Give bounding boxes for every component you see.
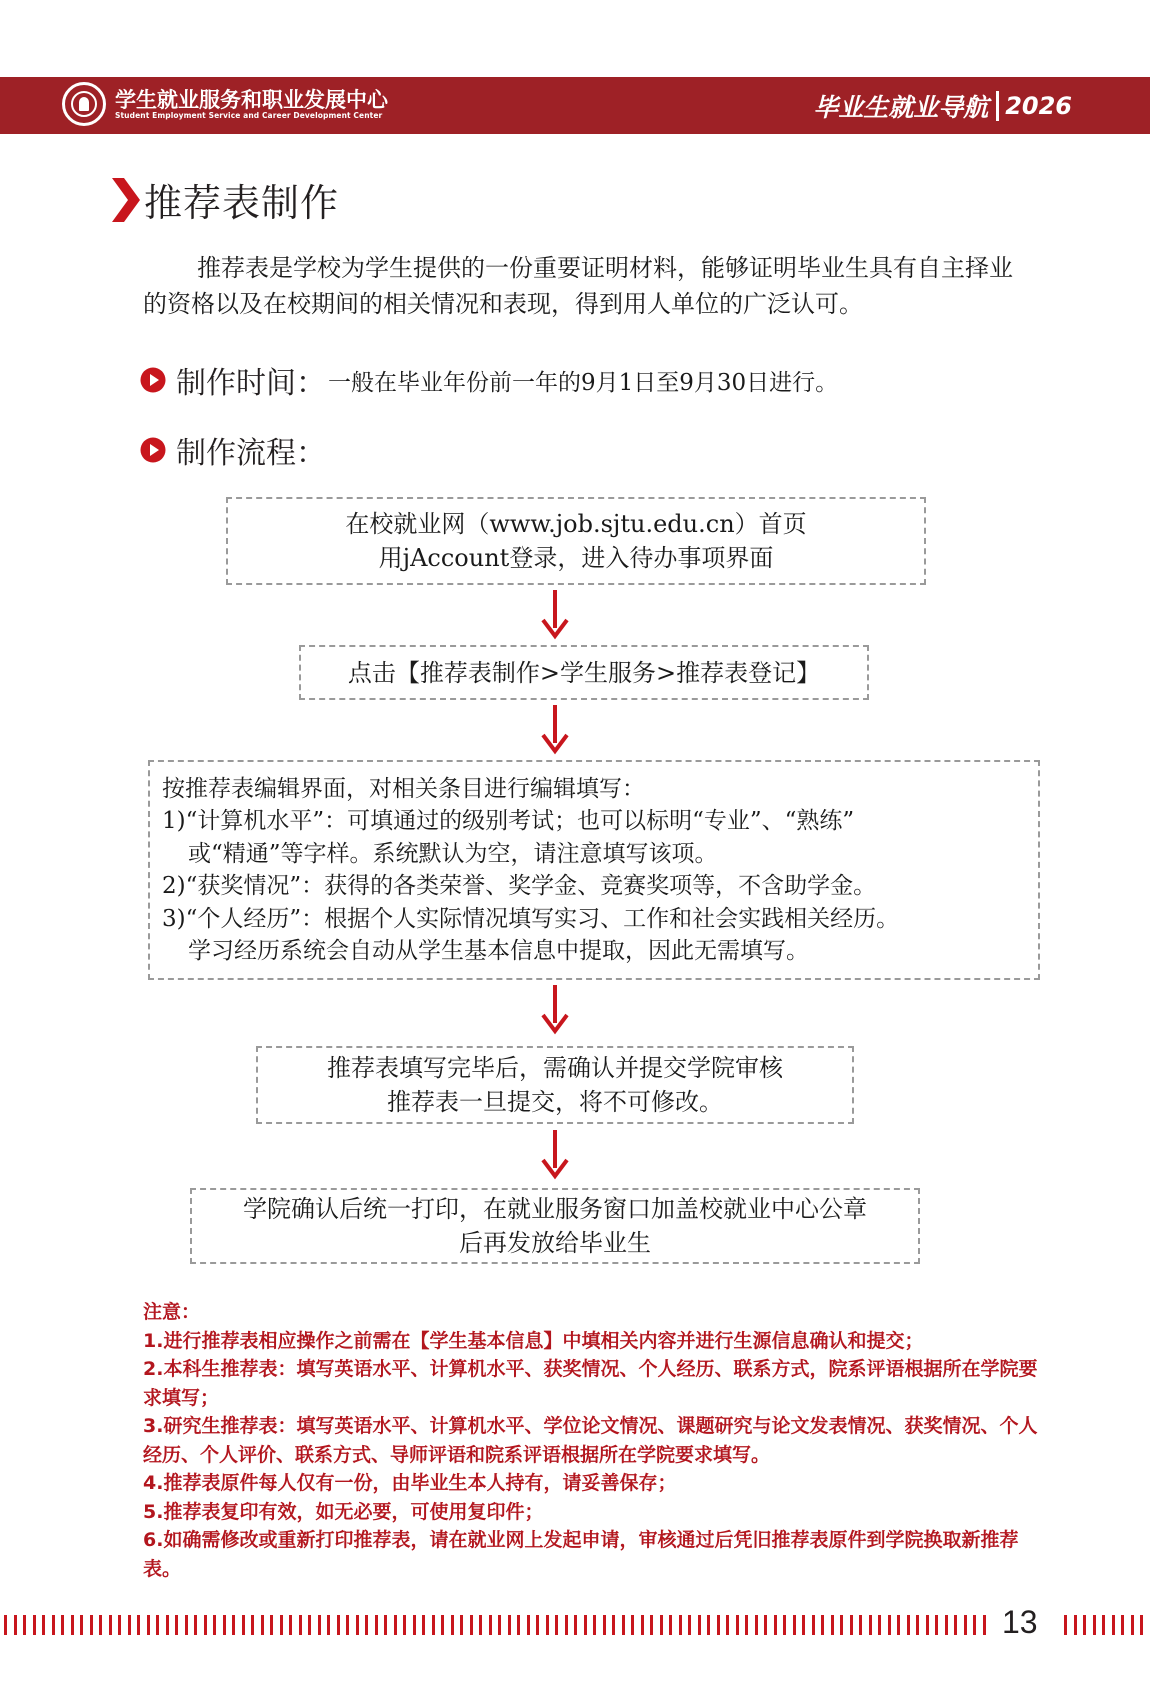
- footer-tick: [926, 1615, 929, 1635]
- footer-tick: [555, 1615, 558, 1635]
- footer-tick: [71, 1615, 74, 1635]
- footer-tick: [346, 1615, 349, 1635]
- page-number: 13: [1002, 1604, 1038, 1640]
- footer-tick: [660, 1615, 663, 1635]
- footer-tick: [736, 1615, 739, 1635]
- down-arrow-icon: [540, 1130, 570, 1182]
- footer-tick: [1093, 1615, 1096, 1635]
- footer-tick: [508, 1615, 511, 1635]
- footer-tick: [840, 1615, 843, 1635]
- footer-tick: [546, 1615, 549, 1635]
- flow-step-line: 学院确认后统一打印，在就业服务窗口加盖校就业中心公章: [243, 1195, 867, 1223]
- flow-step-line: 推荐表一旦提交，将不可修改。: [387, 1088, 723, 1116]
- chevron-right-icon: [108, 176, 142, 224]
- footer-tick: [261, 1615, 264, 1635]
- footer-tick: [783, 1615, 786, 1635]
- guide-title-text: 毕业生就业导航: [813, 93, 989, 122]
- footer-tick: [1064, 1615, 1067, 1635]
- footer-tick: [1121, 1615, 1124, 1635]
- footer-tick: [280, 1615, 283, 1635]
- footer-tick: [4, 1615, 7, 1635]
- intro-paragraph: 推荐表是学校为学生提供的一份重要证明材料，能够证明毕业生具有自主择业的资格以及在校期间的相关情况和表现，得到用人单位的广泛认可。: [143, 254, 1013, 318]
- footer-tick: [698, 1615, 701, 1635]
- footer-tick: [831, 1615, 834, 1635]
- production-time-label: 制作时间：: [176, 366, 326, 401]
- flow-step-line: 在校就业网（www.job.sjtu.edu.cn）首页: [345, 510, 807, 538]
- footer-tick: [1083, 1615, 1086, 1635]
- footer-tick: [802, 1615, 805, 1635]
- guide-year: 2026: [1005, 92, 1072, 120]
- production-flow-label: 制作流程：: [176, 436, 326, 471]
- flow-step-line: 按推荐表编辑界面，对相关条目进行编辑填写：: [162, 775, 645, 802]
- notes-section: [143, 1298, 1053, 1583]
- note-item: 3.研究生推荐表：填写英语水平、计算机水平、学位论文情况、课题研究与论文发表情况、获奖情况、个人经历、个人评价、联系方式、导师评语和院系评语根据所在学院要求填写。: [143, 1415, 1038, 1466]
- title-separator: [996, 91, 999, 121]
- footer-tick-bar-right: [1064, 1615, 1150, 1635]
- note-item: 5.推荐表复印有效，如无必要，可使用复印件；: [143, 1500, 544, 1523]
- flow-step-line: 3)“个人经历”：根据个人实际情况填写实习、工作和社会实践相关经历。: [162, 905, 900, 932]
- footer-tick: [109, 1615, 112, 1635]
- university-seal-logo: [62, 82, 106, 126]
- production-time-value: 一般在毕业年份前一年的9月1日至9月30日进行。: [328, 369, 839, 396]
- footer-tick: [242, 1615, 245, 1635]
- page-title: 推荐表制作: [144, 181, 340, 225]
- footer-tick: [90, 1615, 93, 1635]
- footer-tick: [213, 1615, 216, 1635]
- footer-tick: [764, 1615, 767, 1635]
- footer-tick-bar-left: [4, 1615, 992, 1635]
- footer-tick: [1074, 1615, 1077, 1635]
- footer-tick: [52, 1615, 55, 1635]
- footer-tick: [812, 1615, 815, 1635]
- footer-tick: [859, 1615, 862, 1635]
- flow-step-3: [148, 760, 1040, 980]
- flow-step-line: 1)“计算机水平”：可填通过的级别考试；也可以标明“专业”、“熟练”: [162, 808, 855, 834]
- footer-tick: [185, 1615, 188, 1635]
- flow-step-line: 2)“获奖情况”：获得的各类荣誉、奖学金、竞赛奖项等，不含助学金。: [162, 873, 877, 899]
- section-title: [108, 172, 339, 227]
- footer-tick: [669, 1615, 672, 1635]
- footer-tick: [536, 1615, 539, 1635]
- flow-step-2: [299, 645, 869, 700]
- footer-tick: [479, 1615, 482, 1635]
- footer-tick: [175, 1615, 178, 1635]
- footer-tick: [318, 1615, 321, 1635]
- flow-step-5: [190, 1188, 920, 1264]
- footer-tick: [850, 1615, 853, 1635]
- down-arrow-icon: [540, 590, 570, 642]
- footer-tick: [470, 1615, 473, 1635]
- flow-step-4: [256, 1046, 854, 1124]
- footer-tick: [983, 1615, 986, 1635]
- footer-tick: [774, 1615, 777, 1635]
- footer-tick: [403, 1615, 406, 1635]
- guide-title: [813, 88, 1072, 124]
- footer-tick: [137, 1615, 140, 1635]
- footer-tick: [869, 1615, 872, 1635]
- footer-tick: [1102, 1615, 1105, 1635]
- production-time: [140, 358, 838, 402]
- footer-tick: [954, 1615, 957, 1635]
- footer-tick: [80, 1615, 83, 1635]
- footer-tick: [574, 1615, 577, 1635]
- flow-step-line: 推荐表填写完毕后，需确认并提交学院审核: [327, 1054, 783, 1082]
- footer-tick: [147, 1615, 150, 1635]
- footer-tick: [907, 1615, 910, 1635]
- flow-step-line: 点击【推荐表制作>学生服务>推荐表登记】: [347, 658, 821, 687]
- footer-tick: [707, 1615, 710, 1635]
- flow-step-line: 用jAccount登录，进入待办事项界面: [378, 544, 774, 572]
- footer-tick: [223, 1615, 226, 1635]
- footer-tick: [394, 1615, 397, 1635]
- footer-tick: [745, 1615, 748, 1635]
- footer-tick: [432, 1615, 435, 1635]
- footer-tick: [384, 1615, 387, 1635]
- footer-tick: [232, 1615, 235, 1635]
- footer-tick: [622, 1615, 625, 1635]
- footer-tick: [460, 1615, 463, 1635]
- org-name-cn: 学生就业服务和职业发展中心: [115, 88, 388, 112]
- footer-tick: [726, 1615, 729, 1635]
- play-bullet-icon: [140, 367, 166, 393]
- footer-tick: [878, 1615, 881, 1635]
- footer-tick: [42, 1615, 45, 1635]
- footer-tick: [1131, 1615, 1134, 1635]
- footer-tick: [99, 1615, 102, 1635]
- org-name-en: Student Employment Service and Career Development Center: [115, 111, 383, 120]
- footer-tick: [251, 1615, 254, 1635]
- footer-tick: [612, 1615, 615, 1635]
- footer-tick: [1112, 1615, 1115, 1635]
- footer-tick: [14, 1615, 17, 1635]
- footer-tick: [61, 1615, 64, 1635]
- notes-title: 注意：: [143, 1301, 201, 1323]
- footer-tick: [793, 1615, 796, 1635]
- footer-tick: [641, 1615, 644, 1635]
- footer-tick: [270, 1615, 273, 1635]
- footer-tick: [888, 1615, 891, 1635]
- footer-tick: [527, 1615, 530, 1635]
- footer-tick: [489, 1615, 492, 1635]
- flow-step-1: [226, 497, 926, 585]
- footer-tick: [327, 1615, 330, 1635]
- footer-tick: [631, 1615, 634, 1635]
- footer-tick: [23, 1615, 26, 1635]
- footer-tick: [156, 1615, 159, 1635]
- footer-tick: [204, 1615, 207, 1635]
- footer-tick: [584, 1615, 587, 1635]
- footer-tick: [375, 1615, 378, 1635]
- footer-tick: [916, 1615, 919, 1635]
- footer-tick: [337, 1615, 340, 1635]
- footer-tick: [945, 1615, 948, 1635]
- footer-tick: [308, 1615, 311, 1635]
- play-bullet-icon: [140, 437, 166, 463]
- footer-tick: [118, 1615, 121, 1635]
- footer-tick: [517, 1615, 520, 1635]
- footer-tick: [365, 1615, 368, 1635]
- footer-tick: [565, 1615, 568, 1635]
- flow-step-line: 或“精通”等字样。系统默认为空，请注意填写该项。: [188, 840, 718, 867]
- footer-tick: [498, 1615, 501, 1635]
- production-flow: [140, 428, 326, 472]
- footer-tick: [755, 1615, 758, 1635]
- footer-tick: [593, 1615, 596, 1635]
- note-item: 2.本科生推荐表：填写英语水平、计算机水平、获奖情况、个人经历、联系方式，院系评语根据所在学院要求填写；: [143, 1358, 1038, 1409]
- footer-tick: [679, 1615, 682, 1635]
- footer-tick: [603, 1615, 606, 1635]
- footer-tick: [356, 1615, 359, 1635]
- footer-tick: [897, 1615, 900, 1635]
- footer-tick: [935, 1615, 938, 1635]
- down-arrow-icon: [540, 985, 570, 1037]
- note-item: 1.进行推荐表相应操作之前需在【学生基本信息】中填相关内容并进行生源信息确认和提交；: [143, 1329, 924, 1352]
- footer-tick: [194, 1615, 197, 1635]
- footer-tick: [413, 1615, 416, 1635]
- footer-tick: [650, 1615, 653, 1635]
- flow-step-line: 后再发放给毕业生: [459, 1229, 651, 1257]
- footer-tick: [441, 1615, 444, 1635]
- footer-tick: [289, 1615, 292, 1635]
- down-arrow-icon: [540, 705, 570, 757]
- note-item: 6.如确需修改或重新打印推荐表，请在就业网上发起申请，审核通过后凭旧推荐表原件到学院换取新推荐表。: [143, 1529, 1019, 1580]
- footer-tick: [688, 1615, 691, 1635]
- footer-tick: [451, 1615, 454, 1635]
- flow-step-line: 学习经历系统会自动从学生基本信息中提取，因此无需填写。: [188, 938, 809, 964]
- footer-tick: [166, 1615, 169, 1635]
- footer-tick: [1140, 1615, 1143, 1635]
- footer-tick: [717, 1615, 720, 1635]
- note-item: 4.推荐表原件每人仅有一份，由毕业生本人持有，请妥善保存；: [143, 1472, 677, 1494]
- footer-tick: [33, 1615, 36, 1635]
- footer-tick: [128, 1615, 131, 1635]
- footer-tick: [821, 1615, 824, 1635]
- footer-tick: [973, 1615, 976, 1635]
- footer-tick: [422, 1615, 425, 1635]
- footer-tick: [964, 1615, 967, 1635]
- footer-tick: [299, 1615, 302, 1635]
